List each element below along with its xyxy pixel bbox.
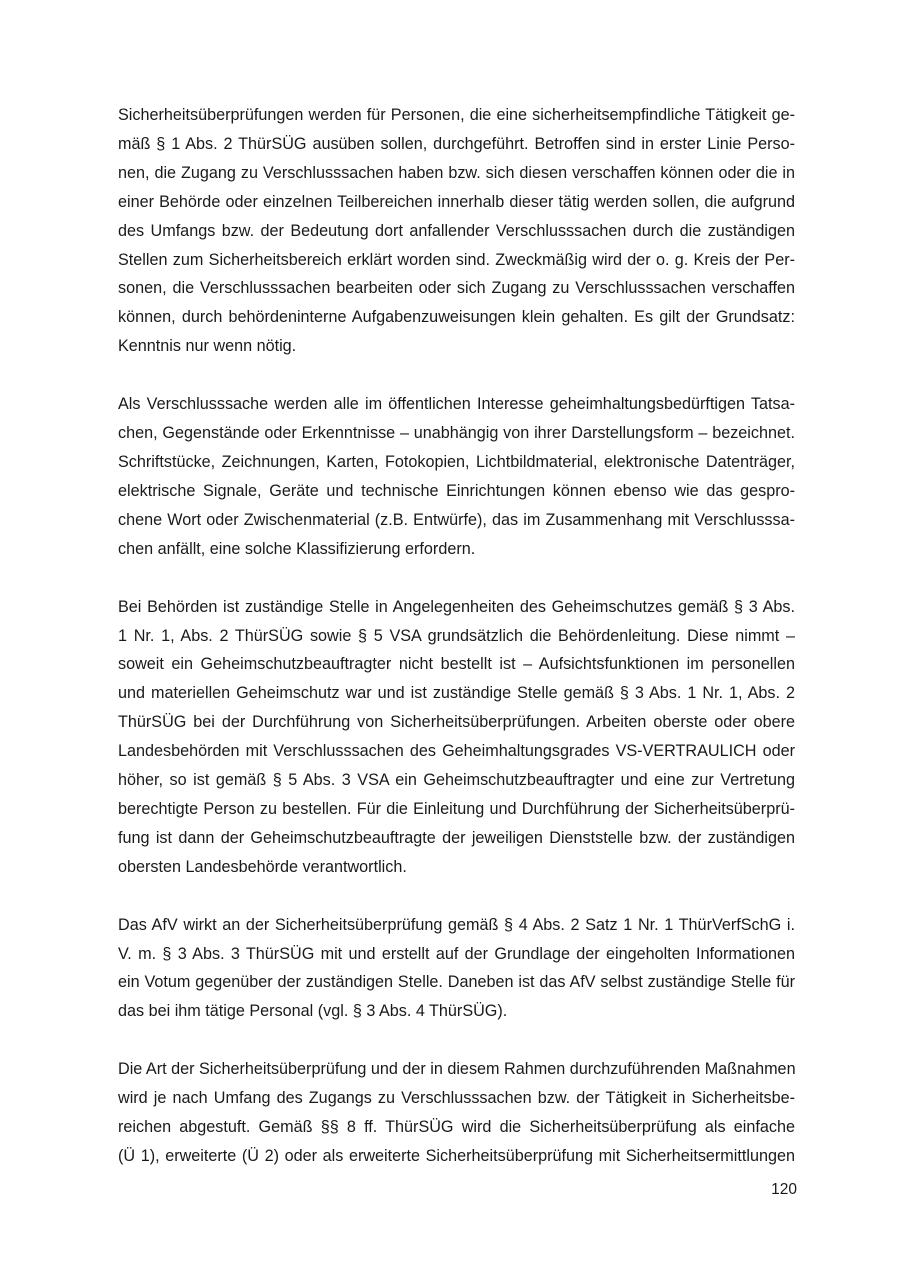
text-line: wird je nach Umfang des Zugangs zu Verschlusssachen bzw. der Tätigkeit in Sicherheitsbe- bbox=[118, 1089, 795, 1108]
text-line: höher, so ist gemäß § 5 Abs. 3 VSA ein Geheimschutzbeauftragter und eine zur Vertretung bbox=[118, 771, 795, 790]
text-line: ein Votum gegenüber der zuständigen Stelle. Daneben ist das AfV selbst zuständige Stelle für bbox=[118, 973, 795, 992]
text-line: Kenntnis nur wenn nötig. bbox=[118, 337, 297, 356]
text-line: Stellen zum Sicherheitsbereich erklärt worden sind. Zweckmäßig wird der o. g. Kreis der Per- bbox=[118, 250, 795, 269]
text-line: und materiellen Geheimschutz war und ist zuständige Stelle gemäß § 3 Abs. 1 Nr. 1, Abs. 2 bbox=[118, 684, 795, 703]
text-line: V. m. § 3 Abs. 3 ThürSÜG mit und erstellt auf der Grundlage der eingeholten Informationen bbox=[118, 944, 795, 963]
text-line: obersten Landesbehörde verantwortlich. bbox=[118, 857, 407, 876]
text-line: elektrische Signale, Geräte und technische Einrichtungen können ebenso wie das gespro- bbox=[118, 481, 795, 500]
text-line: einer Behörde oder einzelnen Teilbereichen innerhalb dieser tätig werden sollen, die aufgrund bbox=[118, 192, 795, 211]
paragraph-check-types bbox=[118, 1055, 795, 1171]
paragraph-classified-information bbox=[118, 390, 795, 563]
text-line: Bei Behörden ist zuständige Stelle in Angelegenheiten des Geheimschutzes gemäß § 3 Abs. bbox=[118, 597, 795, 616]
text-line: chen anfällt, eine solche Klassifizierung erfordern. bbox=[118, 539, 476, 558]
text-line: Schriftstücke, Zeichnungen, Karten, Fotokopien, Lichtbildmaterial, elektronische Datenträger, bbox=[118, 452, 795, 471]
text-line: chene Wort oder Zwischenmaterial (z.B. Entwürfe), das im Zusammenhang mit Verschlusssa- bbox=[118, 510, 795, 529]
text-line: sonen, die Verschlusssachen bearbeiten oder sich Zugang zu Verschlusssachen verschaffen bbox=[118, 279, 795, 298]
text-line: reichen abgestuft. Gemäß §§ 8 ff. ThürSÜG wird die Sicherheitsüberprüfung als einfache bbox=[118, 1118, 795, 1137]
paragraph-afv-role bbox=[118, 911, 795, 1027]
text-line: berechtigte Person zu bestellen. Für die Einleitung und Durchführung der Sicherheitsüberprü- bbox=[118, 799, 795, 818]
text-line: nen, die Zugang zu Verschlusssachen haben bzw. sich diesen verschaffen können oder die in bbox=[118, 163, 795, 182]
text-line: Die Art der Sicherheitsüberprüfung und der in diesem Rahmen durchzuführenden Maßnahmen bbox=[118, 1060, 796, 1079]
document-page bbox=[118, 101, 795, 1200]
text-line: des Umfangs bzw. der Bedeutung dort anfallender Verschlusssachen durch die zuständigen bbox=[118, 221, 795, 240]
text-line: Landesbehörden mit Verschlusssachen des Geheimhaltungsgrades VS-VERTRAULICH oder bbox=[118, 742, 795, 761]
text-line: Das AfV wirkt an der Sicherheitsüberprüfung gemäß § 4 Abs. 2 Satz 1 Nr. 1 ThürVerfSchG i. bbox=[118, 915, 795, 934]
text-line: (Ü 1), erweiterte (Ü 2) oder als erweiterte Sicherheitsüberprüfung mit Sicherheitsermittlungen bbox=[118, 1147, 795, 1165]
text-line: 1 Nr. 1, Abs. 2 ThürSÜG sowie § 5 VSA grundsätzlich die Behördenleitung. Diese nimmt – bbox=[118, 626, 795, 645]
text-line: fung ist dann der Geheimschutzbeauftragte der jeweiligen Dienststelle bzw. der zuständigen bbox=[118, 828, 795, 847]
text-line: das bei ihm tätige Personal (vgl. § 3 Abs. 4 ThürSÜG). bbox=[118, 1002, 508, 1021]
text-line: mäß § 1 Abs. 2 ThürSÜG ausüben sollen, durchgeführt. Betroffen sind in erster Linie Perso- bbox=[118, 134, 795, 153]
text-line: Als Verschlusssache werden alle im öffentlichen Interesse geheimhaltungsbedürftigen Tatsa- bbox=[118, 395, 795, 414]
text-line: chen, Gegenstände oder Erkenntnisse – unabhängig von ihrer Darstellungsform – bezeichnet. bbox=[118, 424, 795, 443]
text-line: ThürSÜG bei der Durchführung von Sicherheitsüberprüfungen. Arbeiten oberste oder obere bbox=[118, 713, 795, 732]
text-line: Sicherheitsüberprüfungen werden für Personen, die eine sicherheitsempfindliche Tätigkeit ge- bbox=[118, 106, 795, 124]
page-number: 120 bbox=[771, 1181, 797, 1198]
paragraph-security-checks bbox=[118, 101, 795, 361]
text-line: können, durch behördeninterne Aufgabenzuweisungen klein gehalten. Es gilt der Grundsatz: bbox=[118, 308, 795, 327]
text-line: soweit ein Geheimschutzbeauftragter nicht bestellt ist – Aufsichtsfunktionen im personellen bbox=[118, 655, 795, 674]
paragraph-responsible-authority bbox=[118, 593, 795, 882]
